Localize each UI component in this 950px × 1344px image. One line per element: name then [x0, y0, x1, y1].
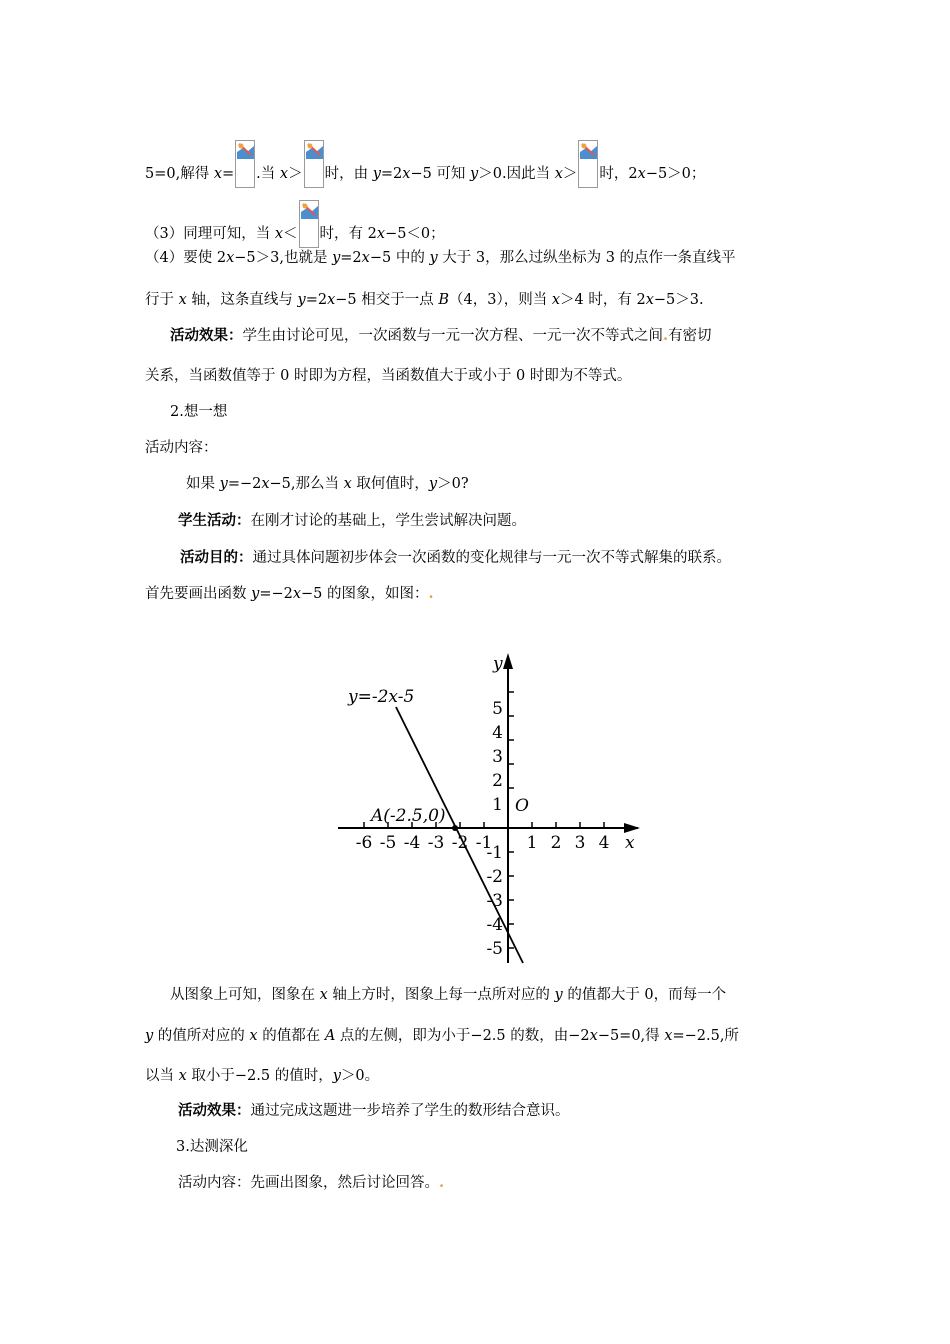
x-tick-label: -2 [451, 833, 469, 853]
paragraph-condition: （4）要使 2x−5＞3,也就是 y=2x−5 中的 y 大于 3，那么过纵坐标为 3 的点作一条直线平 [145, 250, 736, 266]
x-tick-label: -4 [403, 833, 421, 853]
x-tick-label: -1 [475, 833, 493, 853]
activity-purpose: 活动目的：通过具体问题初步体会一次函数的变化规律与一元一次不等式解集的联系。 [180, 550, 731, 566]
linear-function-graph [333, 645, 653, 975]
function-label: y=-2x-5 [348, 687, 415, 707]
point-a-label: A(-2.5,0) [371, 806, 446, 826]
explanation-line-1: 从图象上可知，图象在 x 轴上方时，图象上每一点所对应的 y 的值都大于 0，而每一个 [170, 987, 727, 1003]
x-tick-label: 2 [550, 833, 562, 853]
paragraph-intersection: 行于 x 轴，这条直线与 y=2x−5 相交于一点 B（4，3），则当 x＞4 时，有 2x−5＞3. [145, 292, 704, 308]
x-axis-arrow-icon [624, 823, 640, 833]
y-tick-label: -3 [486, 891, 503, 911]
y-tick-label: -4 [486, 915, 503, 935]
x-axis-label: x [625, 833, 635, 853]
y-tick-label: -5 [486, 939, 503, 959]
x-tick-label: -3 [427, 833, 445, 853]
activity-effect-2: 活动效果：通过完成这题进一步培养了学生的数形结合意识。 [178, 1103, 570, 1119]
formula-image-icon [235, 140, 255, 188]
section-heading-2: 2.想一想 [170, 404, 228, 420]
y-tick-label: 1 [492, 795, 503, 815]
explanation-line-2: y 的值所对应的 x 的值都在 A 点的左侧，即为小于−2.5 的数，由−2x−5=0,得 x=−2.5,所 [145, 1028, 739, 1044]
x-tick-label: 3 [574, 833, 586, 853]
activity-content-3: 活动内容：先画出图象，然后讨论回答。. [178, 1174, 445, 1191]
x-tick-label: -6 [355, 833, 373, 853]
activity-content-label: 活动内容： [145, 440, 218, 456]
y-tick-label: 5 [492, 699, 503, 719]
activity-purpose-cont: 首先要画出函数 y=−2x−5 的图象，如图：. [145, 585, 434, 602]
x-tick-label: 1 [526, 833, 538, 853]
y-tick-label: 4 [492, 723, 503, 743]
formula-image-icon [578, 140, 598, 188]
activity-effect-1: 活动效果：学生由讨论可见，一次函数与一元一次方程、一元一次不等式之间.有密切 [170, 327, 712, 344]
y-tick-label: 2 [492, 771, 503, 791]
y-axis-arrow-icon [503, 653, 513, 669]
point-a [452, 825, 458, 831]
origin-label: O [515, 796, 529, 816]
y-tick-label: -1 [486, 843, 503, 863]
paragraph-solve-equation: 5=0,解得 x= .当 x＞ 时，由 y=2x−5 可知 y＞0.因此当 x＞ 时，2x−5＞0； [145, 140, 705, 188]
y-axis-label: y [493, 654, 503, 674]
section-heading-3: 3.达测深化 [176, 1139, 248, 1155]
y-tick-label: 3 [492, 747, 503, 767]
x-tick-labels [356, 833, 610, 853]
y-tick-label: -2 [486, 867, 503, 887]
student-activity: 学生活动：在刚才讨论的基础上，学生尝试解决问题。 [178, 513, 526, 529]
paragraph-similar: （3）同理可知，当 x＜ 时，有 2x−5＜0； [145, 200, 445, 248]
x-tick-label: 4 [598, 833, 610, 853]
x-tick-label: -5 [379, 833, 397, 853]
explanation-line-3: 以当 x 取小于−2.5 的值时，y＞0。 [145, 1068, 380, 1084]
formula-image-icon [299, 200, 319, 248]
question: 如果 y=−2x−5,那么当 x 取何值时，y＞0? [186, 476, 469, 492]
formula-image-icon [304, 140, 324, 188]
activity-effect-1-cont: 关系，当函数值等于 0 时即为方程，当函数值大于或小于 0 时即为不等式。 [145, 368, 632, 384]
